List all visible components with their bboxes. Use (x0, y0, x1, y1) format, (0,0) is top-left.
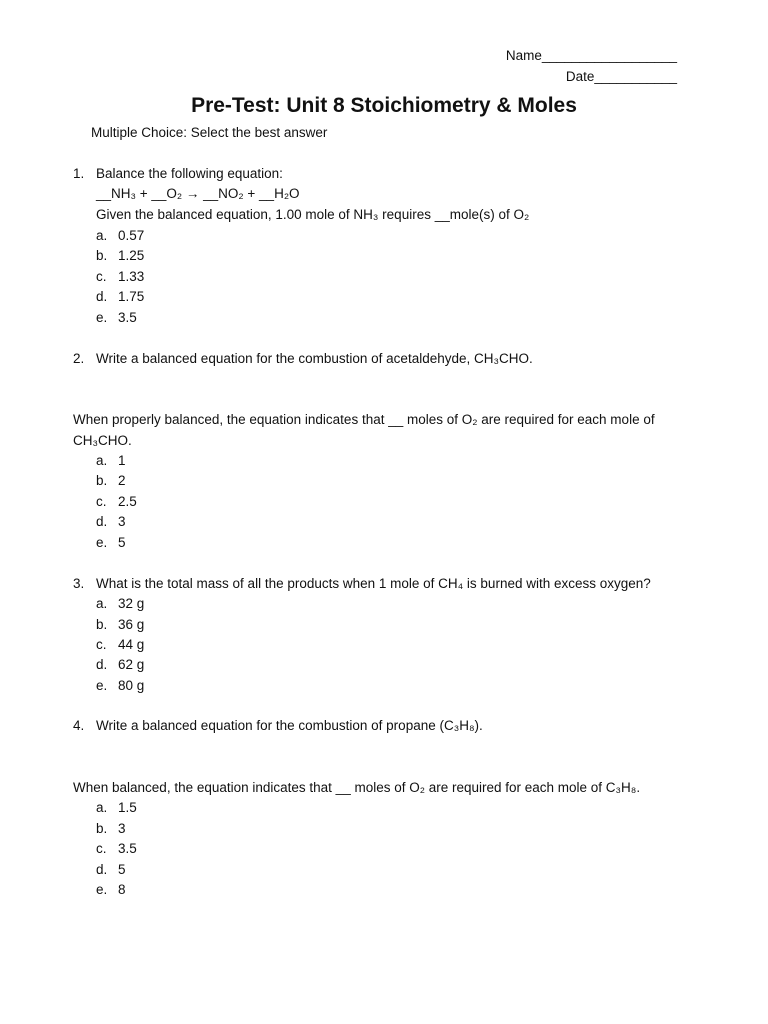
option-4a[interactable] (96, 800, 137, 815)
option-2a[interactable] (96, 453, 126, 468)
option-1e[interactable] (96, 310, 137, 325)
question-text: Write a balanced equation for the combustion of acetaldehyde, CH₃CHO. (96, 351, 533, 366)
option-4c[interactable] (96, 841, 137, 856)
option-text: 36 g (118, 617, 145, 632)
option-text: 3 (118, 514, 126, 529)
option-3b[interactable] (96, 617, 144, 632)
option-text: 1.33 (118, 269, 145, 284)
option-letter: e. (96, 310, 108, 325)
option-1b[interactable] (96, 248, 144, 263)
option-text: 2.5 (118, 494, 137, 509)
option-text: 62 g (118, 657, 145, 672)
question-text: What is the total mass of all the products when 1 mole of CH₄ is burned with excess oxygen? (96, 576, 651, 591)
option-4d[interactable] (96, 862, 126, 877)
option-letter: b. (96, 473, 108, 488)
option-letter: e. (96, 678, 108, 693)
option-text: 32 g (118, 596, 145, 611)
question-text: Balance the following equation: (96, 166, 283, 181)
option-4b[interactable] (96, 821, 126, 836)
option-text: 3 (118, 821, 126, 836)
option-1c[interactable] (96, 269, 144, 284)
option-text: 80 g (118, 678, 145, 693)
option-text: 2 (118, 473, 126, 488)
option-letter: b. (96, 821, 108, 836)
option-text: 8 (118, 882, 126, 897)
option-text: 1 (118, 453, 126, 468)
question-4-prompt (73, 718, 483, 733)
option-text: 44 g (118, 637, 145, 652)
option-letter: c. (96, 637, 107, 652)
option-1d[interactable] (96, 289, 144, 304)
option-letter: b. (96, 248, 108, 263)
option-letter: e. (96, 535, 108, 550)
option-2e[interactable] (96, 535, 126, 550)
option-letter: a. (96, 596, 108, 611)
option-text: 0.57 (118, 228, 145, 243)
option-letter: c. (96, 841, 107, 856)
option-letter: c. (96, 269, 107, 284)
instructions: Multiple Choice: Select the best answer (91, 125, 328, 140)
option-text: 1.25 (118, 248, 145, 263)
option-letter: d. (96, 514, 108, 529)
option-letter: d. (96, 862, 108, 877)
option-text: 3.5 (118, 841, 137, 856)
option-letter: b. (96, 617, 108, 632)
question-1-equation: __NH₃ + __O₂ → __NO₂ + __H₂O (96, 186, 300, 201)
date-field[interactable]: Date___________ (565, 69, 677, 84)
question-number: 4. (73, 718, 85, 733)
option-2c[interactable] (96, 494, 137, 509)
option-text: 3.5 (118, 310, 137, 325)
option-text: 5 (118, 535, 126, 550)
question-1-prompt (73, 166, 283, 181)
option-letter: e. (96, 882, 108, 897)
option-2d[interactable] (96, 514, 126, 529)
option-3c[interactable] (96, 637, 144, 652)
option-3d[interactable] (96, 657, 144, 672)
option-text: 5 (118, 862, 126, 877)
option-letter: a. (96, 453, 108, 468)
option-letter: a. (96, 228, 108, 243)
question-2-prompt (73, 351, 533, 366)
name-field[interactable]: Name__________________ (505, 48, 677, 63)
page-title: Pre-Test: Unit 8 Stoichiometry & Moles (191, 94, 577, 117)
question-text: Write a balanced equation for the combustion of propane (C₃H₈). (96, 718, 483, 733)
option-letter: c. (96, 494, 107, 509)
question-2-followup-line1: When properly balanced, the equation indicates that __ moles of O₂ are required for each mole of (73, 412, 655, 427)
option-letter: a. (96, 800, 108, 815)
question-1-followup: Given the balanced equation, 1.00 mole of NH₃ requires __mole(s) of O₂ (96, 207, 530, 222)
option-2b[interactable] (96, 473, 126, 488)
option-text: 1.75 (118, 289, 145, 304)
option-1a[interactable] (96, 228, 144, 243)
option-3e[interactable] (96, 678, 144, 693)
question-number: 1. (73, 166, 85, 181)
option-4e[interactable] (96, 882, 126, 897)
question-number: 3. (73, 576, 85, 591)
question-4-followup: When balanced, the equation indicates that __ moles of O₂ are required for each mole of C₃H₈. (73, 780, 641, 795)
option-3a[interactable] (96, 596, 144, 611)
question-number: 2. (73, 351, 85, 366)
option-letter: d. (96, 289, 108, 304)
option-text: 1.5 (118, 800, 137, 815)
option-letter: d. (96, 657, 108, 672)
question-2-followup-line2: CH₃CHO. (73, 433, 132, 448)
question-3-prompt (73, 576, 651, 591)
